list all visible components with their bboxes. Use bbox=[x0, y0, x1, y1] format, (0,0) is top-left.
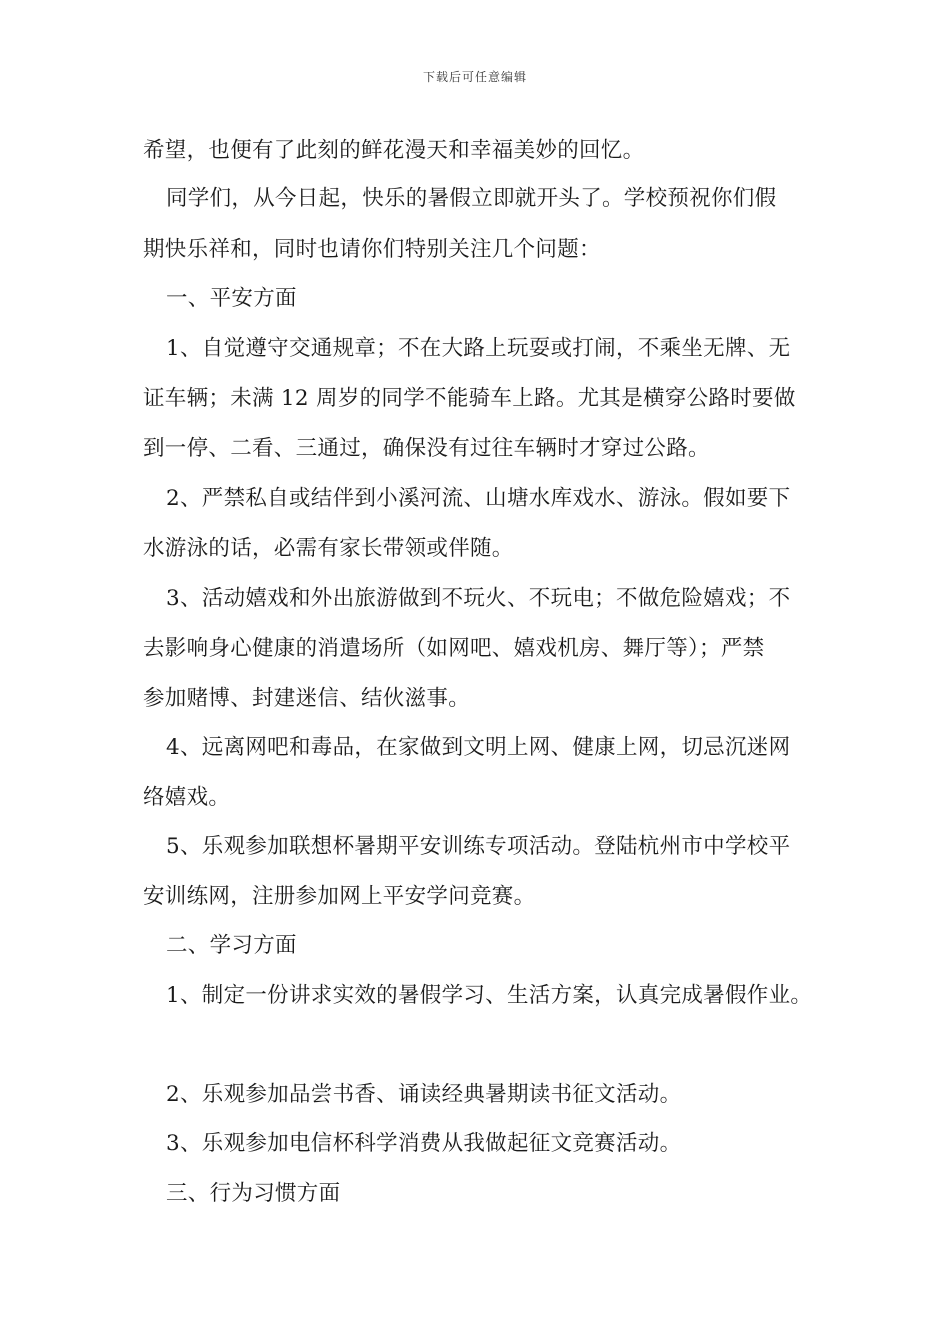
text-line: 3、乐观参加电信杯科学消费从我做起征文竞赛活动。 bbox=[166, 1131, 682, 1156]
section-heading: 一、平安方面 bbox=[166, 286, 297, 311]
page-header: 下载后可任意编辑 bbox=[422, 70, 527, 84]
text-line: 到一停、二看、三通过，确保没有过往车辆时才穿过公路。 bbox=[143, 436, 710, 461]
text-line: 安训练网，注册参加网上平安学问竞赛。 bbox=[143, 884, 536, 909]
text-line: 同学们，从今日起，快乐的暑假立即就开头了。学校预祝你们假 bbox=[166, 186, 777, 211]
text-line: 2、乐观参加品尝书香、诵读经典暑期读书征文活动。 bbox=[166, 1082, 682, 1107]
text-line: 去影响身心健康的消遣场所（如网吧、嬉戏机房、舞厅等）；严禁 bbox=[143, 636, 765, 661]
text-line: 希望，也便有了此刻的鲜花漫天和幸福美妙的回忆。 bbox=[143, 138, 645, 163]
text-line: 4、远离网吧和毒品，在家做到文明上网、健康上网，切忌沉迷网 bbox=[166, 735, 791, 760]
section-heading: 三、行为习惯方面 bbox=[166, 1181, 341, 1206]
text-line: 期快乐祥和，同时也请你们特别关注几个问题： bbox=[143, 237, 601, 262]
text-line: 证车辆；未满 12 周岁的同学不能骑车上路。尤其是横穿公路时要做 bbox=[143, 386, 796, 411]
text-line: 1、自觉遵守交通规章；不在大路上玩耍或打闹，不乘坐无牌、无 bbox=[166, 336, 791, 361]
text-line: 3、活动嬉戏和外出旅游做到不玩火、不玩电；不做危险嬉戏；不 bbox=[166, 586, 791, 611]
text-line: 参加赌博、封建迷信、结伙滋事。 bbox=[143, 686, 471, 711]
text-line: 5、乐观参加联想杯暑期平安训练专项活动。登陆杭州市中学校平 bbox=[166, 834, 791, 859]
text-line: 1、制定一份讲求实效的暑假学习、生活方案，认真完成暑假作业。 bbox=[166, 983, 813, 1008]
text-line: 2、严禁私自或结伴到小溪河流、山塘水库戏水、游泳。假如要下 bbox=[166, 486, 791, 511]
text-line: 水游泳的话，必需有家长带领或伴随。 bbox=[143, 536, 514, 561]
section-heading: 二、学习方面 bbox=[166, 933, 297, 958]
text-line: 络嬉戏。 bbox=[143, 785, 231, 810]
